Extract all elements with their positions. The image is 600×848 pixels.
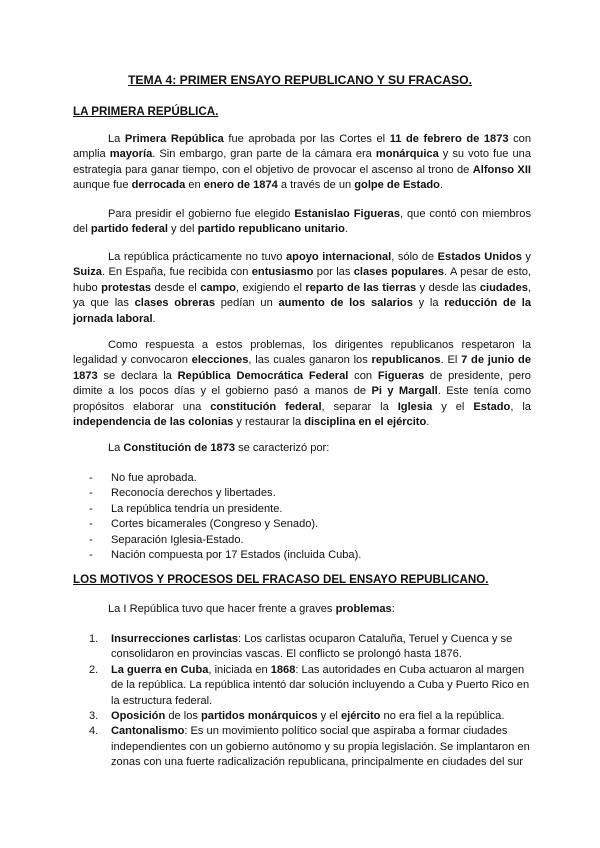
text-run: , ya que las	[73, 281, 531, 310]
text-run: : Las autoridades en Cuba actuaron al margen de la república. La república intentó dar solución incluyendo a Cuba y Puerto Rico en la estructura federal.	[111, 663, 530, 707]
bold-run: apoyo internacional	[286, 251, 392, 263]
text-run: Como respuesta a estos problemas, los dirigentes republicanos respetaron la legalidad y convocaron	[73, 339, 531, 367]
bold-run: 7 de junio de 1873	[73, 354, 531, 382]
bold-run: reducción de la jornada laboral	[73, 297, 531, 325]
list-item: - Reconocía derechos y libertades.	[73, 486, 361, 501]
text-run: y restaurar la	[233, 416, 305, 429]
text-run: por las	[313, 266, 354, 279]
list-item	[73, 724, 531, 770]
text-run: y desde las	[416, 281, 480, 294]
text-run: : Es un movimiento político social que aspiraba a formar ciudades independientes con un gobierno autónomo y su propia legislación. Se implantaron en zonas con una fuerte radicalización republicana, principalmente en ciudades del sur	[111, 725, 530, 769]
bold-run: La guerra en Cuba	[111, 663, 209, 676]
text-run: se caracterizó por:	[235, 442, 330, 454]
text-run: La I República tuvo que hacer frente a graves	[108, 603, 336, 615]
bold-run: derrocada	[131, 179, 186, 192]
paragraph-5	[73, 441, 531, 456]
text-run: con	[348, 369, 378, 382]
paragraph-4	[73, 338, 531, 430]
text-run: y la	[412, 297, 445, 310]
list-item: - Nación compuesta por 17 Estados (incluida Cuba).	[73, 548, 361, 563]
item-number: 3.	[89, 710, 99, 723]
text-run: y el	[432, 400, 474, 413]
text-run: .	[152, 312, 156, 325]
list-item: - Cortes bicamerales (Congreso y Senado).	[73, 517, 361, 532]
text-run: aunque fue	[73, 179, 132, 192]
text-run: a través de un	[277, 179, 355, 192]
constitution-features-list	[73, 471, 361, 563]
item-number: 2.	[89, 663, 99, 676]
bold-run: campo	[200, 281, 236, 294]
paragraph-intro-problemas	[73, 602, 531, 617]
section-heading-primera-republica: LA PRIMERA REPÚBLICA.	[73, 105, 219, 118]
bold-run: Alfonso XII	[472, 163, 532, 176]
bold-run: República Democrática Federal	[177, 369, 349, 382]
text-run: La	[108, 133, 125, 145]
text-run: La república prácticamente no tuvo	[108, 251, 286, 263]
bold-run: monárquica	[375, 148, 439, 161]
bold-run: Constitución de 1873	[123, 442, 235, 454]
item-number: 4.	[89, 725, 99, 738]
bold-run: partido federal	[90, 223, 168, 236]
bold-run: golpe de Estado	[354, 179, 440, 192]
bold-run: Primera República	[124, 133, 224, 145]
text-run: Para presidir el gobierno fue elegido	[108, 208, 295, 220]
text-run: y el	[317, 710, 341, 723]
bold-run: reparto de las tierras	[305, 281, 417, 294]
list-item	[73, 632, 531, 663]
bold-run: problemas	[335, 603, 392, 615]
text-run: no era fiel a la república.	[380, 710, 505, 723]
bold-run: Insurrecciones carlistas	[111, 633, 239, 645]
text-run: . A pesar de esto, hubo	[73, 266, 531, 294]
bold-run: disciplina en el ejército	[304, 416, 427, 429]
paragraph-1	[73, 132, 531, 194]
bold-run: Oposición	[111, 710, 166, 723]
bold-run: elecciones	[191, 354, 249, 367]
paragraph-2	[73, 207, 531, 238]
text-run: , las cuales ganaron los	[248, 354, 372, 367]
bold-run: enero de 1874	[203, 179, 278, 192]
bold-run: republicanos	[371, 354, 441, 367]
bold-run: Suiza	[73, 266, 102, 279]
list-item	[73, 663, 531, 709]
bold-run: partidos monárquicos	[201, 710, 318, 723]
bold-run: Estado	[473, 400, 511, 413]
bold-run: entusiasmo	[251, 266, 314, 279]
text-run: :	[391, 603, 395, 615]
bold-run: clases obreras	[134, 297, 216, 310]
bold-run: Estanislao Figueras	[294, 208, 400, 220]
bold-run: aumento de los salarios	[278, 297, 413, 310]
text-run: en	[185, 179, 204, 192]
text-run: .	[439, 179, 444, 192]
text-run: . En España, fue recibida con	[101, 266, 252, 279]
paragraph-3	[73, 250, 531, 327]
text-run: . Sin embargo, gran parte de la cámara era	[152, 148, 376, 161]
text-run: , exigiendo el	[235, 281, 306, 294]
section-heading-motivos-fracaso: LOS MOTIVOS Y PROCESOS DEL FRACASO DEL ENSAYO REPUBLICANO.	[73, 573, 489, 586]
text-run: .	[426, 416, 430, 429]
bold-run: Cantonalismo	[111, 725, 185, 738]
bold-run: Iglesia	[397, 400, 433, 413]
list-item	[73, 709, 531, 724]
bold-run: 11 de febrero de 1873	[389, 133, 509, 145]
bold-run: ejército	[340, 710, 381, 723]
text-run: desde el	[151, 281, 201, 294]
text-run: , la	[510, 400, 531, 413]
document-title: TEMA 4: PRIMER ENSAYO REPUBLICANO Y SU FRACASO.	[127, 73, 472, 87]
text-run: con amplia	[73, 133, 532, 161]
text-run: pedían un	[215, 297, 279, 310]
text-run: .	[344, 223, 348, 236]
text-run: , sólo de	[391, 251, 438, 263]
text-run: y	[521, 251, 531, 263]
bold-run: Figueras	[377, 369, 425, 382]
bold-run: partido republicano unitario	[197, 223, 345, 236]
bold-run: 1868	[270, 663, 296, 676]
text-run: y su voto fue una estrategia para ganar tiempo, con el objetivo de provocar el ascenso al trono de	[73, 148, 532, 176]
bold-run: Estados Unidos	[437, 251, 522, 263]
text-run: . Este tenía como propósitos elaborar una	[73, 385, 531, 413]
text-run: se declara la	[97, 369, 178, 382]
bold-run: ciudades	[479, 281, 528, 294]
list-item: - La república tendría un presidente.	[73, 502, 361, 517]
bold-run: mayoría	[109, 148, 153, 161]
text-run: de los	[165, 710, 202, 723]
text-run: : Los carlistas ocuparon Cataluña, Teruel y Cuenca y se consolidaron en provincias vascas. El conflicto se prolongó hasta 1876.	[111, 633, 513, 661]
text-run: fue aprobada por las Cortes el	[223, 133, 390, 145]
text-run: , iniciada en	[208, 663, 271, 676]
text-run: La	[108, 442, 124, 454]
text-run: , separar la	[321, 400, 398, 413]
text-run: y del	[167, 223, 198, 236]
bold-run: protestas	[101, 281, 152, 294]
item-number: 1.	[89, 633, 99, 645]
text-run: , que contó con miembros del	[73, 208, 531, 236]
list-item: - No fue aprobada.	[73, 471, 361, 486]
list-item: - Separación Iglesia-Estado.	[73, 533, 361, 548]
bold-run: constitución federal	[210, 400, 322, 413]
bold-run: independencia de las colonias	[73, 416, 234, 429]
problems-list	[73, 632, 531, 771]
bold-run: clases populares	[353, 266, 445, 279]
text-run: . El	[440, 354, 462, 367]
text-run: de presidente, pero dimite a los pocos días y el gobierno pasó a manos de	[73, 369, 531, 398]
bold-run: Pi y Margall	[371, 385, 438, 398]
